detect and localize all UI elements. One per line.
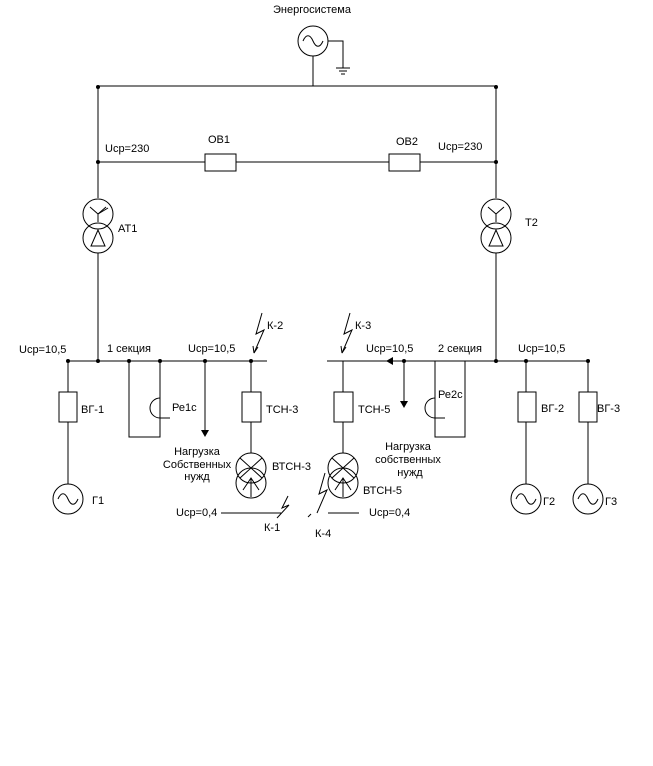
- ucp04-right-label: Uср=0,4: [369, 507, 411, 519]
- ov1-label: ОВ1: [208, 134, 231, 146]
- section1-label: 1 секция: [107, 343, 152, 355]
- tsn5-branch: [328, 361, 359, 513]
- g1-label: Г1: [92, 495, 105, 507]
- at1-transformer: [83, 199, 113, 361]
- re2c-label: Ре2с: [438, 389, 463, 401]
- k4-fault-marker: [308, 473, 327, 517]
- ucp105-label-2: Uср=10,5: [188, 343, 236, 355]
- re1c-label: Ре1с: [172, 402, 197, 414]
- ov1-breaker: [205, 154, 236, 171]
- re1c-reactor: [129, 361, 170, 437]
- load2-line-1: Нагрузка: [385, 441, 431, 453]
- ucp105-label-4: Uср=10,5: [518, 343, 566, 355]
- k2-fault-marker: [253, 313, 264, 353]
- load2-line-2: собственных: [375, 454, 441, 466]
- t2-label: Т2: [525, 217, 538, 229]
- ucp105-label-3: Uср=10,5: [366, 343, 414, 355]
- vg3-label: ВГ-3: [597, 403, 621, 415]
- g3-branch: [573, 361, 603, 514]
- load2-line-3: нужд: [397, 467, 423, 479]
- ov2-breaker: [389, 154, 420, 171]
- k3-fault-marker: [341, 313, 352, 353]
- g2-label: Г2: [543, 496, 556, 508]
- vtsn3-label: ВТСН-3: [272, 461, 311, 473]
- tsn3-label: ТСН-3: [266, 404, 299, 416]
- load2-feeder: [386, 357, 408, 408]
- lv-bus-section-2: [327, 359, 590, 363]
- g3-label: Г3: [605, 496, 618, 508]
- section2-label: 2 секция: [438, 343, 483, 355]
- vg1-label: ВГ-1: [81, 404, 105, 416]
- g2-branch: [511, 361, 541, 514]
- g1-branch: [53, 361, 83, 514]
- vg2-label: ВГ-2: [541, 403, 565, 415]
- at1-label: АТ1: [118, 223, 138, 235]
- ucp230-left-label: Uср=230: [105, 143, 150, 155]
- ucp105-label-1: Uср=10,5: [19, 344, 67, 356]
- ucp230-right-label: Uср=230: [438, 141, 483, 153]
- k4-label: К-4: [315, 528, 332, 540]
- k1-fault-marker: [277, 496, 289, 518]
- load1-line-2: Собственных: [162, 459, 232, 471]
- load1-line-1: Нагрузка: [174, 446, 220, 458]
- energy-system-source: [298, 26, 350, 86]
- tsn5-label: ТСН-5: [358, 404, 391, 416]
- load1-line-3: нужд: [184, 471, 210, 483]
- lv-bus-section-1: [66, 359, 267, 363]
- load1-feeder: [201, 361, 209, 437]
- ov2-label: ОВ2: [396, 136, 419, 148]
- k3-label: К-3: [355, 320, 372, 332]
- tsn3-branch: [221, 361, 281, 513]
- vtsn5-label: ВТСН-5: [363, 485, 402, 497]
- t2-transformer: [481, 199, 511, 361]
- k2-label: К-2: [267, 320, 284, 332]
- k1-label: К-1: [264, 522, 281, 534]
- ucp04-left-label: Uср=0,4: [176, 507, 218, 519]
- energy-system-label: Энергосистема: [273, 4, 351, 16]
